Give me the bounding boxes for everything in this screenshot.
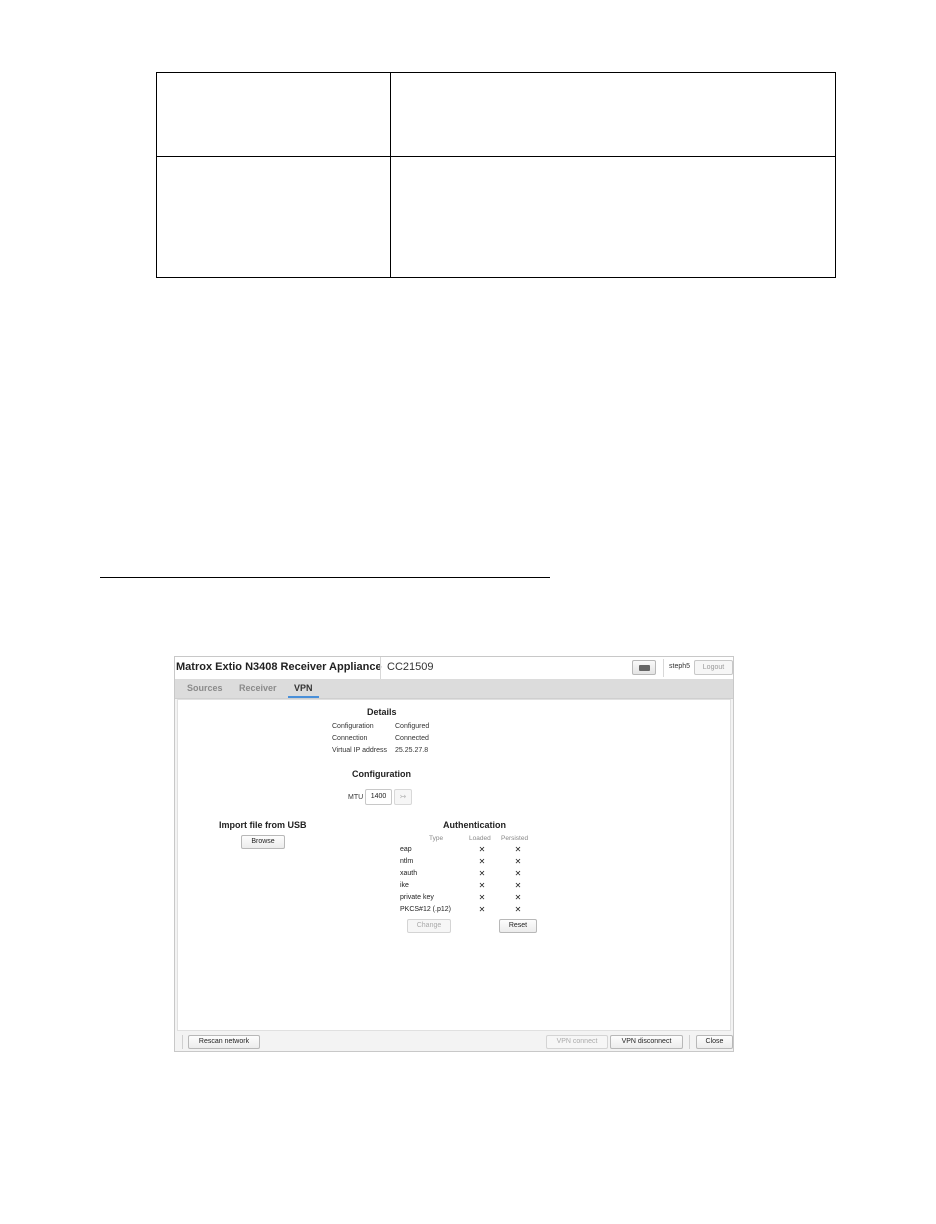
title-separator bbox=[380, 657, 381, 679]
close-icon: ✕ bbox=[478, 881, 486, 890]
close-icon: ✕ bbox=[514, 869, 522, 878]
bottom-separator bbox=[689, 1035, 690, 1049]
close-icon: ✕ bbox=[478, 905, 486, 914]
tab-receiver[interactable]: Receiver bbox=[239, 683, 277, 693]
close-icon: ✕ bbox=[514, 881, 522, 890]
vpn-disconnect-button[interactable]: VPN disconnect bbox=[610, 1035, 683, 1049]
title-bar bbox=[175, 657, 733, 680]
bottom-bar bbox=[175, 1033, 733, 1051]
detail-key: Connection bbox=[332, 735, 368, 742]
tab-bar bbox=[175, 680, 733, 699]
import-title: Import file from USB bbox=[219, 820, 307, 830]
app-title: Matrox Extio N3408 Receiver Appliance bbox=[176, 661, 382, 673]
vpn-connect-button[interactable]: VPN connect bbox=[546, 1035, 608, 1049]
vpn-panel bbox=[177, 699, 731, 1031]
auth-header-loaded: Loaded bbox=[469, 835, 491, 842]
table-row-divider bbox=[157, 156, 835, 157]
reset-button[interactable]: Reset bbox=[499, 919, 537, 933]
username: steph5 bbox=[669, 663, 691, 670]
auth-type: xauth bbox=[400, 870, 418, 877]
close-icon: ✕ bbox=[478, 845, 486, 854]
detail-key: Configuration bbox=[332, 723, 374, 730]
close-icon: ✕ bbox=[478, 893, 486, 902]
detail-value: Connected bbox=[395, 735, 429, 742]
close-icon: ✕ bbox=[514, 905, 522, 914]
logout-button[interactable]: Logout bbox=[694, 660, 733, 675]
configuration-title: Configuration bbox=[352, 769, 411, 779]
close-button[interactable]: Close bbox=[696, 1035, 733, 1049]
active-tab-indicator bbox=[288, 696, 319, 698]
close-icon: ✕ bbox=[514, 857, 522, 866]
tab-sources[interactable]: Sources bbox=[187, 683, 223, 693]
keyboard-button[interactable] bbox=[632, 660, 656, 675]
tab-vpn[interactable]: VPN bbox=[294, 683, 313, 693]
user-separator bbox=[663, 659, 664, 677]
auth-header-type: Type bbox=[429, 835, 444, 842]
detail-value: Configured bbox=[395, 723, 430, 730]
mtu-apply-button[interactable] bbox=[394, 789, 412, 805]
close-icon: ✕ bbox=[478, 857, 486, 866]
apply-icon: ↣ bbox=[399, 792, 407, 801]
change-button[interactable]: Change bbox=[407, 919, 451, 933]
app-window bbox=[174, 656, 734, 1052]
auth-type: private key bbox=[400, 894, 434, 901]
auth-type: ntlm bbox=[400, 858, 414, 865]
table-column-divider bbox=[390, 73, 391, 277]
keyboard-icon bbox=[639, 665, 650, 671]
close-icon: ✕ bbox=[514, 845, 522, 854]
document-rule bbox=[100, 577, 550, 578]
rescan-network-button[interactable]: Rescan network bbox=[188, 1035, 260, 1049]
detail-value: 25.25.27.8 bbox=[395, 747, 429, 754]
mtu-input[interactable]: 1400 bbox=[365, 789, 392, 805]
browse-button[interactable]: Browse bbox=[241, 835, 285, 849]
details-title: Details bbox=[367, 707, 397, 717]
close-icon: ✕ bbox=[478, 869, 486, 878]
auth-type: eap bbox=[400, 846, 412, 853]
mtu-label: MTU bbox=[348, 794, 364, 801]
document-table bbox=[156, 72, 836, 278]
auth-type: PKCS#12 (.p12) bbox=[400, 906, 451, 913]
close-icon: ✕ bbox=[514, 893, 522, 902]
auth-type: ike bbox=[400, 882, 409, 889]
detail-key: Virtual IP address bbox=[332, 747, 387, 754]
device-serial: CC21509 bbox=[387, 661, 434, 673]
auth-header-persisted: Persisted bbox=[501, 835, 529, 842]
authentication-title: Authentication bbox=[443, 820, 506, 830]
bottom-separator bbox=[182, 1035, 183, 1049]
